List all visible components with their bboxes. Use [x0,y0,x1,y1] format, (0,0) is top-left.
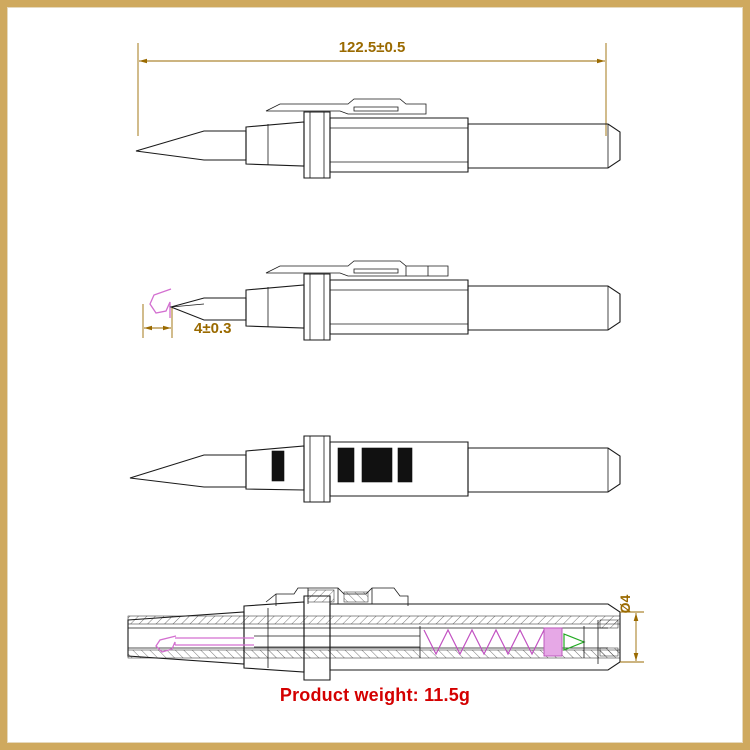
dimension-overall-length [138,39,606,136]
technical-drawing [8,8,742,742]
hook-length-label: 4±0.3 [194,320,232,337]
drawing-sheet [8,8,742,742]
product-weight-label: Product weight: 11.5g [279,685,471,705]
view-top-assembled [136,99,620,178]
view-silhouette [130,436,620,502]
overall-length-label: 122.5±0.5 [338,39,406,56]
diameter-label: Ø4 [617,594,633,614]
view-section-cutaway [128,588,644,680]
view-hook-extended [143,261,620,340]
